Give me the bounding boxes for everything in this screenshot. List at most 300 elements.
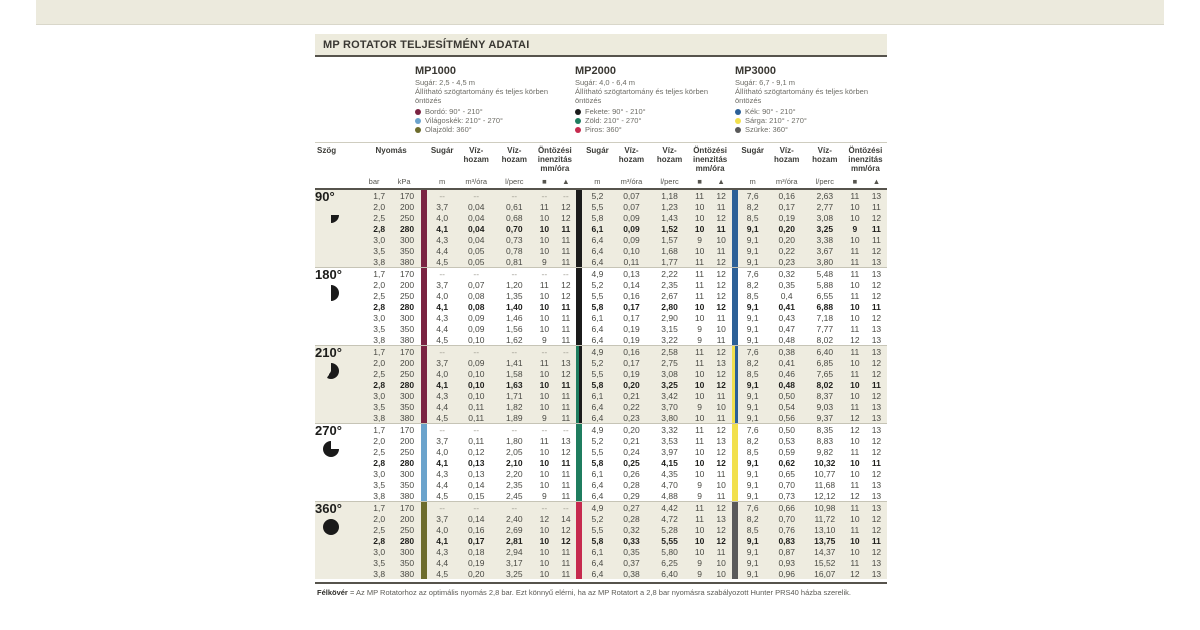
column-header-vizhozam-m3: Víz-hozam	[457, 143, 495, 174]
radius-cell: 9,1	[738, 490, 768, 502]
radius-cell: 5,5	[582, 446, 612, 457]
radius-cell: 9,1	[738, 557, 768, 568]
intensity-square-cell: 10	[689, 390, 711, 401]
intensity-triangle-cell: 11	[711, 546, 732, 557]
angle-cell	[315, 268, 361, 346]
pressure-kpa-cell: 350	[387, 245, 421, 256]
angle-cell	[315, 424, 361, 502]
flow-m3-cell: 0,29	[612, 490, 650, 502]
flow-m3-cell: 0,19	[768, 212, 806, 223]
intensity-square-cell: 12	[844, 424, 866, 436]
intensity-triangle-cell: 12	[711, 279, 732, 290]
intensity-square-cell: 11	[844, 323, 866, 334]
flow-m3-cell: 0,35	[612, 546, 650, 557]
intensity-triangle-cell: 13	[555, 435, 576, 446]
flow-lperc-cell: 1,80	[495, 435, 533, 446]
intensity-square-cell: 12	[533, 513, 555, 524]
intensity-square-cell: 10	[844, 201, 866, 212]
pressure-kpa-cell: 250	[387, 368, 421, 379]
intensity-square-cell: 11	[844, 368, 866, 379]
pressure-bar-cell: 2,0	[361, 201, 387, 212]
flow-lperc-cell: 11,68	[806, 479, 844, 490]
pressure-kpa-cell: 170	[387, 502, 421, 514]
flow-m3-cell: --	[457, 346, 495, 358]
intensity-triangle-cell: 13	[711, 513, 732, 524]
flow-m3-cell: 0,10	[457, 390, 495, 401]
flow-m3-cell: 0,20	[612, 379, 650, 390]
intensity-triangle-cell: 11	[555, 312, 576, 323]
flow-lperc-cell: 1,58	[495, 368, 533, 379]
column-header-intenzitas: Öntözési inenzitás mm/óra	[844, 143, 887, 174]
table-row	[315, 334, 887, 346]
table-row	[315, 479, 887, 490]
intensity-square-cell: 11	[844, 401, 866, 412]
flow-lperc-cell: 6,55	[806, 290, 844, 301]
flow-lperc-cell: 2,94	[495, 546, 533, 557]
intensity-square-cell: 9	[533, 412, 555, 424]
intensity-square-cell: 11	[533, 357, 555, 368]
intensity-triangle-cell: 11	[711, 390, 732, 401]
flow-lperc-cell: 10,77	[806, 468, 844, 479]
intensity-triangle-cell: 11	[555, 223, 576, 234]
flow-lperc-cell: 3,15	[651, 323, 689, 334]
intensity-triangle-cell: 11	[555, 546, 576, 557]
radius-cell: 9,1	[738, 323, 768, 334]
flow-m3-cell: 0,32	[612, 524, 650, 535]
flow-lperc-cell: 16,07	[806, 568, 844, 579]
intensity-triangle-cell: 12	[866, 468, 887, 479]
unit-header-empty	[315, 173, 361, 189]
radius-cell: 9,1	[738, 457, 768, 468]
radius-cell: 7,6	[738, 268, 768, 280]
flow-lperc-cell: 1,82	[495, 401, 533, 412]
intensity-triangle-cell: 13	[866, 479, 887, 490]
flow-m3-cell: 0,21	[612, 435, 650, 446]
flow-lperc-cell: 1,77	[651, 256, 689, 268]
flow-lperc-cell: 7,18	[806, 312, 844, 323]
radius-cell: 8,2	[738, 357, 768, 368]
flow-lperc-cell: --	[495, 268, 533, 280]
intensity-triangle-cell: 11	[555, 457, 576, 468]
radius-cell: 4,9	[582, 346, 612, 358]
angle-cell	[315, 346, 361, 424]
intensity-triangle-cell: 12	[555, 201, 576, 212]
intensity-triangle-cell: 12	[711, 379, 732, 390]
intensity-triangle-cell: 11	[866, 201, 887, 212]
radius-cell: 9,1	[738, 468, 768, 479]
radius-cell: 6,4	[582, 334, 612, 346]
intensity-triangle-cell: 11	[711, 334, 732, 346]
radius-cell: 6,4	[582, 412, 612, 424]
flow-m3-cell: 0,04	[457, 234, 495, 245]
intensity-triangle-cell: 12	[711, 268, 732, 280]
flow-lperc-cell: 1,41	[495, 357, 533, 368]
table-row	[315, 256, 887, 268]
flow-lperc-cell: 5,80	[651, 546, 689, 557]
unit-header-m3: m³/óra	[775, 177, 798, 186]
intensity-triangle-cell: 11	[555, 234, 576, 245]
arc-210-icon	[323, 363, 339, 379]
intensity-square-cell: 10	[844, 312, 866, 323]
radius-cell: 7,6	[738, 346, 768, 358]
radius-cell: 4,9	[582, 268, 612, 280]
intensity-square-cell: 11	[689, 279, 711, 290]
intensity-triangle-cell: 12	[711, 524, 732, 535]
radius-cell: 5,2	[582, 513, 612, 524]
legend-item	[415, 116, 575, 125]
product-radius: Sugár: 6,7 - 9,1 m	[735, 78, 796, 87]
intensity-triangle-cell: 11	[866, 301, 887, 312]
intensity-square-cell: 11	[689, 357, 711, 368]
intensity-square-cell: 10	[689, 368, 711, 379]
flow-lperc-cell: 8,83	[806, 435, 844, 446]
pressure-bar-cell: 3,5	[361, 323, 387, 334]
flow-m3-cell: 0,16	[457, 524, 495, 535]
legend-item	[735, 116, 895, 125]
intensity-square-cell: 10	[533, 446, 555, 457]
pressure-bar-cell: 1,7	[361, 502, 387, 514]
intensity-triangle-cell: 10	[711, 557, 732, 568]
intensity-triangle-cell: 11	[555, 468, 576, 479]
flow-m3-cell: 0,70	[768, 479, 806, 490]
pressure-kpa-cell: 250	[387, 212, 421, 223]
intensity-square-cell: 10	[533, 557, 555, 568]
flow-lperc-cell: 3,17	[495, 557, 533, 568]
flow-lperc-cell: 1,71	[495, 390, 533, 401]
intensity-square-cell: 10	[689, 312, 711, 323]
radius-cell: 4,5	[427, 412, 457, 424]
intensity-triangle-cell: 12	[866, 546, 887, 557]
intensity-square-cell: 10	[533, 312, 555, 323]
intensity-triangle-cell: 12	[866, 513, 887, 524]
intensity-square-cell: 10	[844, 357, 866, 368]
radius-cell: 9,1	[738, 312, 768, 323]
intensity-square-cell: 10	[689, 546, 711, 557]
radius-cell: 3,7	[427, 435, 457, 446]
color-legend	[575, 107, 735, 134]
unit-header-bar: bar	[368, 177, 380, 186]
color-dot-icon	[735, 118, 741, 124]
intensity-square-cell: 11	[844, 245, 866, 256]
radius-cell: --	[427, 346, 457, 358]
intensity-triangle-cell: 10	[711, 323, 732, 334]
radius-cell: 6,4	[582, 401, 612, 412]
flow-lperc-cell: --	[495, 189, 533, 201]
pressure-bar-cell: 1,7	[361, 424, 387, 436]
intensity-triangle-cell: 11	[555, 390, 576, 401]
radius-cell: 9,1	[738, 568, 768, 579]
flow-lperc-cell: 7,65	[806, 368, 844, 379]
pressure-kpa-cell: 200	[387, 201, 421, 212]
intensity-square-cell: --	[533, 424, 555, 436]
radius-cell: 4,1	[427, 535, 457, 546]
intensity-triangle-cell: 11	[555, 412, 576, 424]
triangle-icon: ▲	[562, 177, 570, 186]
intensity-triangle-cell: 12	[555, 290, 576, 301]
pressure-kpa-cell: 280	[387, 223, 421, 234]
pressure-kpa-cell: 200	[387, 513, 421, 524]
flow-lperc-cell: 2,75	[651, 357, 689, 368]
radius-cell: 9,1	[738, 256, 768, 268]
intensity-triangle-cell: 12	[555, 535, 576, 546]
radius-cell: 4,4	[427, 479, 457, 490]
radius-cell: 7,6	[738, 502, 768, 514]
table-row	[315, 379, 887, 390]
arc-180-icon	[323, 285, 339, 301]
intensity-triangle-cell: 12	[866, 446, 887, 457]
radius-cell: 5,5	[582, 368, 612, 379]
flow-lperc-cell: 3,32	[651, 424, 689, 436]
flow-m3-cell: 0,12	[457, 446, 495, 457]
column-header-sugar: Sugár	[738, 143, 768, 174]
flow-lperc-cell: 2,22	[651, 268, 689, 280]
pressure-kpa-cell: 350	[387, 479, 421, 490]
intensity-triangle-cell: 11	[866, 535, 887, 546]
radius-cell: 9,1	[738, 401, 768, 412]
color-dot-icon	[415, 109, 421, 115]
flow-m3-cell: 0,19	[612, 368, 650, 379]
intensity-triangle-cell: 11	[555, 490, 576, 502]
product-header-row	[315, 57, 887, 140]
flow-lperc-cell: 1,68	[651, 245, 689, 256]
flow-m3-cell: 0,17	[457, 535, 495, 546]
legend-label: Sárga: 210° - 270°	[745, 116, 807, 125]
intensity-square-cell: 10	[533, 568, 555, 579]
pressure-kpa-cell: 350	[387, 401, 421, 412]
flow-m3-cell: 0,13	[457, 468, 495, 479]
intensity-triangle-cell: 10	[711, 234, 732, 245]
radius-cell: 4,0	[427, 290, 457, 301]
intensity-square-cell: 11	[844, 346, 866, 358]
table-row	[315, 212, 887, 223]
intensity-square-cell: 11	[689, 346, 711, 358]
arc-90-icon	[323, 207, 339, 223]
pressure-bar-cell: 3,5	[361, 479, 387, 490]
intensity-square-cell: 12	[844, 490, 866, 502]
radius-cell: 4,9	[582, 502, 612, 514]
table-row	[315, 457, 887, 468]
intensity-square-cell: 11	[689, 189, 711, 201]
flow-lperc-cell: 4,70	[651, 479, 689, 490]
intensity-triangle-cell: 12	[866, 212, 887, 223]
intensity-triangle-cell: 12	[866, 368, 887, 379]
flow-lperc-cell: 0,78	[495, 245, 533, 256]
pressure-bar-cell: 2,0	[361, 435, 387, 446]
flow-m3-cell: 0,10	[457, 334, 495, 346]
radius-cell: --	[427, 502, 457, 514]
intensity-triangle-cell: 12	[711, 457, 732, 468]
flow-lperc-cell: 9,37	[806, 412, 844, 424]
pressure-bar-cell: 2,5	[361, 446, 387, 457]
flow-lperc-cell: 3,97	[651, 446, 689, 457]
flow-lperc-cell: 0,81	[495, 256, 533, 268]
flow-m3-cell: 0,38	[612, 568, 650, 579]
unit-header-m: m	[749, 177, 756, 186]
radius-cell: 5,8	[582, 457, 612, 468]
flow-m3-cell: 0,19	[612, 323, 650, 334]
intensity-triangle-cell: 13	[866, 412, 887, 424]
radius-cell: 4,9	[582, 424, 612, 436]
flow-m3-cell: 0,17	[612, 301, 650, 312]
pressure-bar-cell: 2,5	[361, 212, 387, 223]
product-description: Állítható szögtartomány és teljes körben öntözés	[415, 87, 548, 105]
intensity-square-cell: 10	[689, 201, 711, 212]
flow-m3-cell: 0,4	[768, 290, 806, 301]
intensity-triangle-cell: 13	[555, 357, 576, 368]
flow-m3-cell: 0,43	[768, 312, 806, 323]
legend-label: Bordó: 90° - 210°	[425, 107, 483, 116]
pressure-kpa-cell: 350	[387, 557, 421, 568]
intensity-triangle-cell: 12	[866, 435, 887, 446]
column-header-intenzitas: Öntözési inenzitás mm/óra	[689, 143, 732, 174]
pressure-kpa-cell: 380	[387, 334, 421, 346]
intensity-square-cell: 10	[689, 535, 711, 546]
pressure-bar-cell: 3,0	[361, 234, 387, 245]
intensity-triangle-cell: 13	[866, 502, 887, 514]
pressure-kpa-cell: 250	[387, 446, 421, 457]
intensity-triangle-cell: 12	[711, 346, 732, 358]
legend-item	[575, 116, 735, 125]
pressure-bar-cell: 2,5	[361, 368, 387, 379]
intensity-square-cell: 10	[689, 379, 711, 390]
intensity-triangle-cell: --	[555, 502, 576, 514]
table-row	[315, 490, 887, 502]
radius-cell: 9,1	[738, 390, 768, 401]
footnote-text: = Az MP Rotatorhoz az optimális nyomás 2,8 bar. Ezt könnyű elérni, ha az MP Rotatort a 2,8 bar nyomásra szabályozott Hunter PRS40 házba szerelik.	[347, 588, 851, 597]
intensity-triangle-cell: 12	[866, 357, 887, 368]
flow-m3-cell: 0,26	[612, 468, 650, 479]
intensity-square-cell: 10	[533, 457, 555, 468]
intensity-triangle-cell: 13	[866, 568, 887, 579]
table-row	[315, 234, 887, 245]
radius-cell: 9,1	[738, 546, 768, 557]
flow-m3-cell: 0,62	[768, 457, 806, 468]
flow-lperc-cell: 0,73	[495, 234, 533, 245]
unit-header-m: m	[439, 177, 446, 186]
intensity-square-cell: --	[533, 502, 555, 514]
legend-label: Világoskék: 210° - 270°	[425, 116, 503, 125]
pressure-bar-cell: 3,0	[361, 546, 387, 557]
intensity-square-cell: 10	[844, 513, 866, 524]
radius-cell: 7,6	[738, 189, 768, 201]
flow-m3-cell: 0,17	[612, 357, 650, 368]
intensity-square-cell: 9	[689, 557, 711, 568]
square-icon: ■	[542, 177, 547, 186]
column-header-sugar: Sugár	[427, 143, 457, 174]
flow-lperc-cell: 3,70	[651, 401, 689, 412]
intensity-square-cell: 10	[533, 468, 555, 479]
intensity-triangle-cell: 12	[866, 279, 887, 290]
radius-cell: 4,0	[427, 524, 457, 535]
intensity-square-cell: 10	[844, 457, 866, 468]
product-header-mp3000	[735, 65, 895, 134]
flow-m3-cell: 0,07	[612, 201, 650, 212]
color-dot-icon	[575, 109, 581, 115]
pressure-bar-cell: 2,5	[361, 524, 387, 535]
flow-lperc-cell: 2,90	[651, 312, 689, 323]
intensity-triangle-cell: 11	[711, 468, 732, 479]
intensity-square-cell: 9	[689, 334, 711, 346]
flow-m3-cell: --	[457, 268, 495, 280]
intensity-square-cell: 10	[844, 301, 866, 312]
pressure-kpa-cell: 300	[387, 468, 421, 479]
flow-m3-cell: 0,20	[612, 424, 650, 436]
intensity-triangle-cell: 11	[866, 234, 887, 245]
intensity-square-cell: 10	[844, 468, 866, 479]
pressure-bar-cell: 2,8	[361, 457, 387, 468]
intensity-triangle-cell: 12	[711, 424, 732, 436]
intensity-square-cell: 10	[533, 234, 555, 245]
intensity-triangle-cell: 11	[866, 379, 887, 390]
radius-cell: 4,3	[427, 468, 457, 479]
flow-lperc-cell: 4,88	[651, 490, 689, 502]
table-row	[315, 346, 887, 358]
flow-lperc-cell: --	[495, 424, 533, 436]
intensity-square-cell: 10	[533, 379, 555, 390]
top-banner-strip	[36, 0, 1164, 25]
flow-lperc-cell: 1,63	[495, 379, 533, 390]
radius-cell: 4,1	[427, 457, 457, 468]
flow-m3-cell: 0,33	[612, 535, 650, 546]
flow-lperc-cell: 2,80	[651, 301, 689, 312]
square-icon: ■	[697, 177, 702, 186]
table-row	[315, 312, 887, 323]
flow-lperc-cell: 2,45	[495, 490, 533, 502]
flow-lperc-cell: 14,37	[806, 546, 844, 557]
legend-label: Piros: 360°	[585, 125, 622, 134]
radius-cell: 6,1	[582, 312, 612, 323]
intensity-triangle-cell: 12	[711, 212, 732, 223]
intensity-square-cell: 10	[533, 323, 555, 334]
flow-lperc-cell: 3,80	[651, 412, 689, 424]
angle-label: 180°	[315, 267, 342, 282]
pressure-bar-cell: 3,0	[361, 390, 387, 401]
radius-cell: --	[427, 189, 457, 201]
intensity-triangle-cell: 12	[866, 524, 887, 535]
flow-m3-cell: 0,76	[768, 524, 806, 535]
flow-m3-cell: 0,04	[457, 223, 495, 234]
product-header-mp2000	[575, 65, 735, 134]
flow-m3-cell: 0,83	[768, 535, 806, 546]
pressure-kpa-cell: 280	[387, 301, 421, 312]
flow-m3-cell: 0,28	[612, 479, 650, 490]
radius-cell: 5,8	[582, 301, 612, 312]
radius-cell: 6,1	[582, 223, 612, 234]
flow-m3-cell: 0,20	[457, 568, 495, 579]
table-row	[315, 268, 887, 280]
flow-m3-cell: 0,16	[612, 346, 650, 358]
intensity-square-cell: 9	[533, 490, 555, 502]
pressure-kpa-cell: 280	[387, 535, 421, 546]
flow-m3-cell: --	[457, 424, 495, 436]
pressure-kpa-cell: 300	[387, 390, 421, 401]
intensity-square-cell: 10	[689, 212, 711, 223]
unit-header-m: m	[594, 177, 601, 186]
radius-cell: 9,1	[738, 245, 768, 256]
intensity-triangle-cell: 12	[555, 446, 576, 457]
table-row	[315, 446, 887, 457]
intensity-triangle-cell: 11	[555, 568, 576, 579]
flow-lperc-cell: 3,25	[806, 223, 844, 234]
flow-lperc-cell: 2,58	[651, 346, 689, 358]
flow-lperc-cell: 5,88	[806, 279, 844, 290]
flow-lperc-cell: 11,72	[806, 513, 844, 524]
intensity-square-cell: --	[533, 189, 555, 201]
angle-label: 360°	[315, 501, 342, 516]
flow-m3-cell: 0,93	[768, 557, 806, 568]
intensity-square-cell: 10	[533, 479, 555, 490]
intensity-square-cell: 11	[844, 189, 866, 201]
